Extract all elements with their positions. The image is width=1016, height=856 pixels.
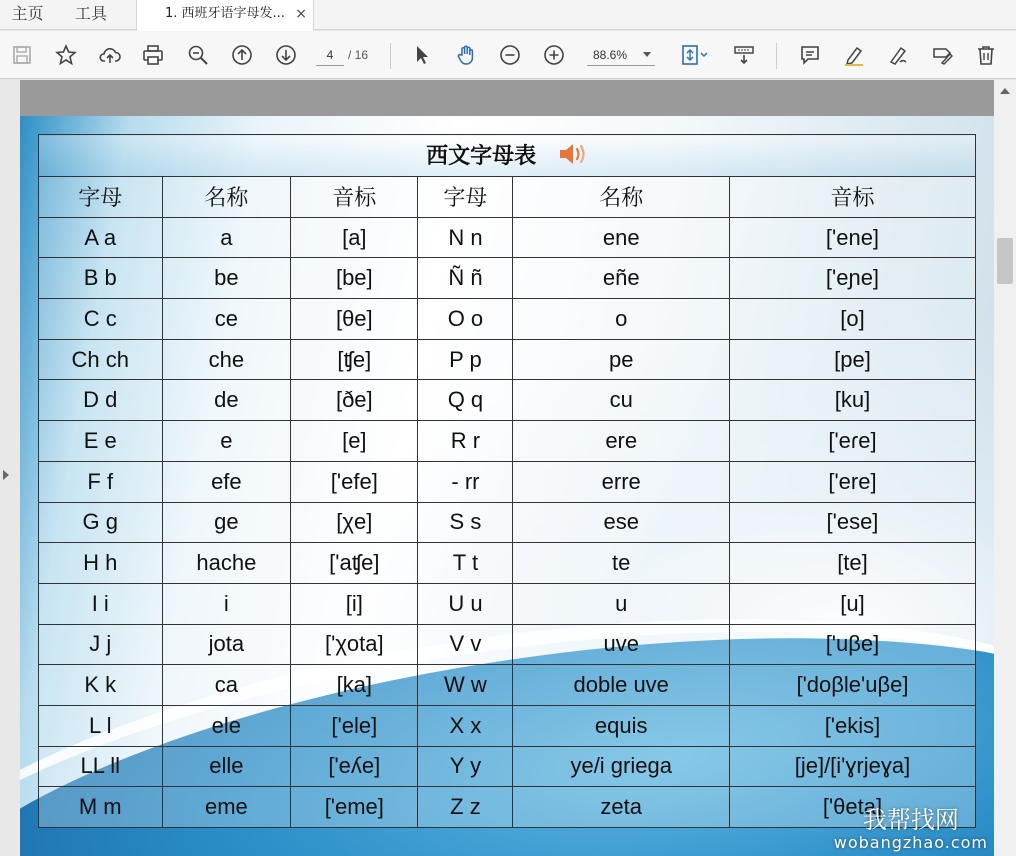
cell-letter: W w [418,665,513,706]
tab-tools[interactable]: 工具 [74,4,107,23]
cell-letter: I i [39,583,163,624]
cell-name: jota [162,624,291,665]
cell-name: zeta [513,787,729,828]
page-total: / 16 [348,48,369,62]
header-phonetic: 音标 [291,177,418,218]
cell-letter: G g [39,502,163,543]
previous-page-icon[interactable] [228,41,256,69]
zoom-in-icon[interactable] [540,41,568,69]
slide [20,116,994,856]
toolbar-divider [390,43,391,69]
table-row [39,461,976,502]
header-letter: 字母 [39,177,163,218]
cell-name: cu [513,380,729,421]
table-row [39,746,976,787]
cell-letter: Y y [418,746,513,787]
select-cursor-icon[interactable] [408,41,436,69]
alphabet-table [38,134,976,828]
cell-phonetic: ['eɲe] [729,258,975,299]
cell-phonetic: ['eʎe] [291,746,418,787]
cell-phonetic: ['eɾe] [729,421,975,462]
cell-name: ele [162,705,291,746]
cell-phonetic: ['aʧe] [291,543,418,584]
table-row [39,380,976,421]
cell-phonetic: [o] [729,299,975,340]
cell-name: ere [513,421,729,462]
toolbar [0,31,1016,79]
cell-phonetic: ['θeta] [729,787,975,828]
table-title [39,135,976,177]
hand-tool-icon[interactable] [452,41,480,69]
table-row [39,217,976,258]
scroll-up-arrow-icon[interactable] [1000,88,1010,94]
cell-name: eñe [513,258,729,299]
tab-document[interactable] [136,0,314,31]
table-header-row [39,177,976,218]
save-icon[interactable] [8,41,36,69]
cell-name: e [162,421,291,462]
cell-phonetic: [θe] [291,299,418,340]
cell-name: o [513,299,729,340]
table-row [39,339,976,380]
cell-phonetic: ['χota] [291,624,418,665]
cell-phonetic: [i] [291,583,418,624]
header-phonetic: 音标 [729,177,975,218]
cell-phonetic: ['ekis] [729,705,975,746]
cell-letter: H h [39,543,163,584]
cell-letter: O o [418,299,513,340]
cell-letter: Z z [418,787,513,828]
cell-phonetic: [be] [291,258,418,299]
cell-name: ca [162,665,291,706]
cell-phonetic: [e] [291,421,418,462]
cell-letter: D d [39,380,163,421]
table-row [39,299,976,340]
table-row [39,502,976,543]
cell-letter: U u [418,583,513,624]
cell-name: uve [513,624,729,665]
cell-letter: K k [39,665,163,706]
cell-phonetic: [je]/[i'ɣrjeɣa] [729,746,975,787]
cell-letter: B b [39,258,163,299]
cell-phonetic: [u] [729,583,975,624]
delete-trash-icon[interactable] [972,41,1000,69]
cell-name: elle [162,746,291,787]
table-title-text: 西文字母表 [426,143,537,169]
cell-letter: Ch ch [39,339,163,380]
watermark-main-text: 我帮找网 [862,806,959,834]
cell-name: efe [162,461,291,502]
cell-letter: L l [39,705,163,746]
cell-name: i [162,583,291,624]
cell-letter: V v [418,624,513,665]
cell-name: pe [513,339,729,380]
table-row [39,421,976,462]
table-row [39,258,976,299]
zoom-level-value: 88.6% [593,48,628,62]
cell-name: u [513,583,729,624]
cell-name: erre [513,461,729,502]
cell-name: a [162,217,291,258]
cell-name: doble uve [513,665,729,706]
tab-document-label: 1. 西班牙语字母发... [165,6,285,21]
sidebar-expand-icon[interactable] [3,470,9,480]
cell-name: equis [513,705,729,746]
tab-home[interactable]: 主页 [11,4,44,23]
cell-letter: F f [39,461,163,502]
cell-name: che [162,339,291,380]
cell-name: te [513,543,729,584]
cell-name: hache [162,543,291,584]
header-name: 名称 [513,177,729,218]
page-number-input[interactable]: 4 [316,44,344,66]
cell-phonetic: [ðe] [291,380,418,421]
cell-letter: A a [39,217,163,258]
cloud-upload-icon[interactable] [96,41,124,69]
toolbar-divider [776,43,777,69]
zoom-level-select[interactable] [587,44,655,66]
zoom-out-search-icon[interactable] [184,41,212,69]
cell-name: de [162,380,291,421]
cell-phonetic: ['efe] [291,461,418,502]
tab-bar [0,0,1016,30]
page-view-icon[interactable] [730,41,758,69]
cell-letter: LL ll [39,746,163,787]
cell-phonetic: [ka] [291,665,418,706]
table-title-row [39,135,976,177]
cell-phonetic: [χe] [291,502,418,543]
cell-phonetic: ['uβe] [729,624,975,665]
draw-pen-icon[interactable] [884,41,912,69]
fit-page-icon[interactable] [676,41,712,69]
cell-phonetic: [ʧe] [291,339,418,380]
cell-letter: Q q [418,380,513,421]
next-page-icon[interactable] [272,41,300,69]
cell-letter: T t [418,543,513,584]
cell-name: ye/i griega [513,746,729,787]
cell-letter: E e [39,421,163,462]
cell-phonetic: ['eme] [291,787,418,828]
bookmark-star-icon[interactable] [52,41,80,69]
print-icon[interactable] [139,41,167,69]
cell-name: ge [162,502,291,543]
table-row [39,705,976,746]
table-row [39,665,976,706]
cell-phonetic: ['ere] [729,461,975,502]
chevron-down-icon [643,52,651,57]
cell-name: ce [162,299,291,340]
comment-icon[interactable] [796,41,824,69]
cell-phonetic: ['ese] [729,502,975,543]
cell-name: eme [162,787,291,828]
pdf-page [20,80,994,856]
watermark-sub-text: wobangzhao.com [833,833,988,852]
close-tab-icon[interactable]: × [295,6,307,22]
header-name: 名称 [162,177,291,218]
zoom-out-icon[interactable] [496,41,524,69]
cell-letter: C c [39,299,163,340]
cell-letter: P p [418,339,513,380]
cell-phonetic: [te] [729,543,975,584]
edit-text-icon[interactable] [928,41,956,69]
cell-phonetic: [ku] [729,380,975,421]
cell-phonetic: ['ene] [729,217,975,258]
cell-letter: - rr [418,461,513,502]
document-viewer[interactable] [0,80,1016,856]
cell-letter: N n [418,217,513,258]
cell-phonetic: ['doβle'uβe] [729,665,975,706]
cell-phonetic: [pe] [729,339,975,380]
cell-letter: M m [39,787,163,828]
cell-letter: S s [418,502,513,543]
cell-letter: J j [39,624,163,665]
cell-letter: X x [418,705,513,746]
cell-name: ene [513,217,729,258]
cell-name: ese [513,502,729,543]
cell-name: be [162,258,291,299]
table-row [39,543,976,584]
watermark-logo [834,806,988,852]
speaker-icon[interactable] [558,141,588,173]
cell-letter: Ñ ñ [418,258,513,299]
highlight-pen-icon[interactable] [840,41,868,69]
scroll-thumb[interactable] [997,238,1013,284]
vertical-scrollbar[interactable] [994,80,1016,856]
header-letter: 字母 [418,177,513,218]
cell-phonetic: ['ele] [291,705,418,746]
cell-phonetic: [a] [291,217,418,258]
cell-letter: R r [418,421,513,462]
table-row [39,624,976,665]
table-row [39,583,976,624]
